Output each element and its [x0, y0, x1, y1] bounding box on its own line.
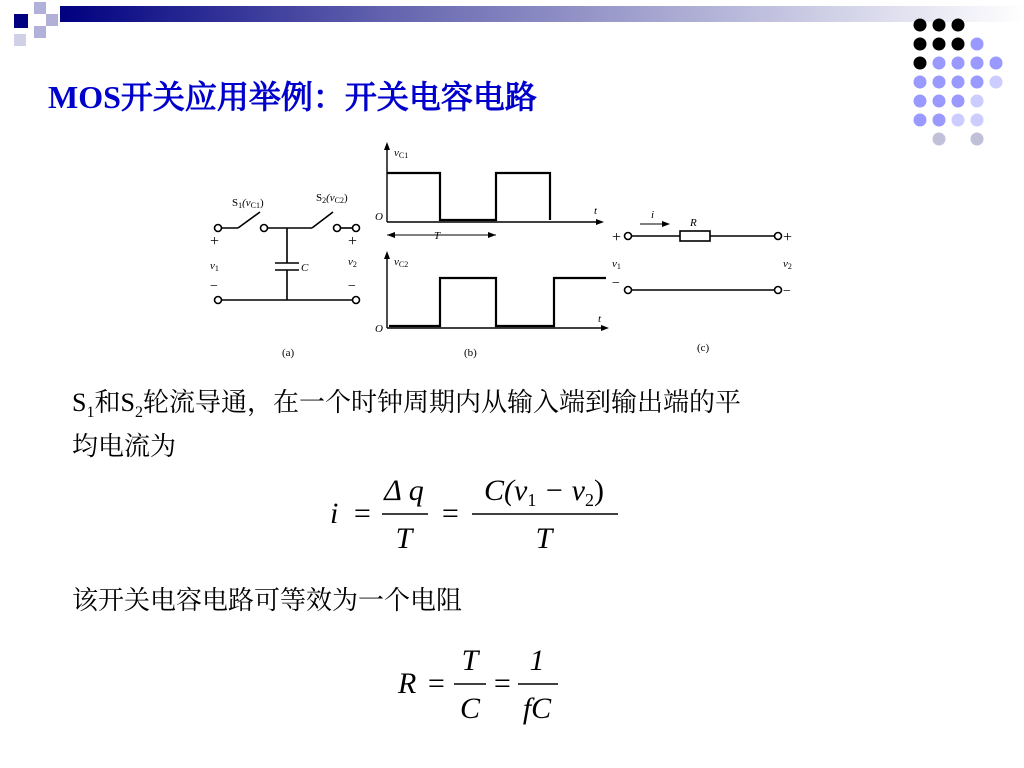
- svg-text:C(v1 − v2): $C(v_1 - v_2)$: [484, 474, 604, 510]
- decor-dot: [933, 57, 946, 70]
- c-minus-right: −: [783, 284, 791, 299]
- equation-equivalent-resistance: [390, 640, 580, 725]
- svg-text:R: R: [398, 667, 417, 700]
- svg-text:=: =: [352, 497, 373, 530]
- svg-text:T: T: [461, 644, 479, 677]
- plus-right: +: [348, 233, 358, 250]
- c-v2-label: v: [783, 258, 788, 270]
- panel-a-labels: [210, 192, 357, 359]
- header-decoration: [0, 0, 1024, 60]
- minus-left: −: [210, 279, 218, 294]
- switched-capacitor-figure: [200, 140, 840, 365]
- decor-dot: [952, 76, 965, 89]
- svg-text:T: T: [395, 522, 413, 555]
- decor-dot: [914, 57, 927, 70]
- decor-dot: [971, 57, 984, 70]
- panel-c-circuit: [625, 224, 782, 294]
- decor-dot: [914, 76, 927, 89]
- decor-dot: [952, 57, 965, 70]
- paragraph-average-current: $S_1$和$S_2$轮流导通，在一个时钟周期内从输入端到输出端的平 均电流为: [72, 388, 741, 462]
- capacitor-label: C: [301, 262, 309, 274]
- vc1-label: v: [394, 147, 399, 159]
- svg-text:T: T: [535, 522, 553, 555]
- decor-dot: [971, 38, 984, 51]
- decor-dot: [914, 38, 927, 51]
- caption-b: (b): [464, 347, 477, 359]
- resistor-label: R: [690, 217, 697, 229]
- vc2-label: v: [394, 256, 399, 268]
- svg-text:v1: v1: [612, 258, 621, 271]
- svg-text:S2(vC2): S2(vC2): [316, 192, 348, 205]
- decor-dot: [933, 38, 946, 51]
- svg-text:=: =: [492, 667, 513, 700]
- svg-text:S1(vC1): S1(vC1): [232, 197, 264, 210]
- slide-title: MOS开关应用举例：开关电容电路: [48, 79, 537, 115]
- svg-text:vC2: vC2: [394, 256, 409, 269]
- decor-dot: [971, 95, 984, 108]
- svg-text:v2: v2: [783, 258, 792, 271]
- caption-a: (a): [282, 347, 295, 359]
- svg-text:Δ q: Δ q: [384, 474, 424, 507]
- decor-dot: [971, 114, 984, 127]
- c-minus-left: −: [612, 276, 620, 291]
- svg-text:fC: fC: [522, 692, 552, 725]
- v1-label: v1: [210, 260, 219, 273]
- dot-grid-decoration: [905, 15, 1015, 175]
- decor-dot: [933, 133, 946, 146]
- plus-left: +: [210, 233, 220, 250]
- panel-a-circuit: [215, 212, 360, 304]
- decor-dot: [952, 19, 965, 32]
- c-v1-label: v: [612, 258, 617, 270]
- current-label: i: [651, 209, 655, 221]
- origin-1: O: [375, 211, 383, 223]
- decor-dot: [933, 114, 946, 127]
- decor-dot: [952, 38, 965, 51]
- svg-text:vC1: vC1: [394, 147, 409, 160]
- origin-2: O: [375, 323, 383, 335]
- decor-dot: [914, 95, 927, 108]
- svg-text:=: =: [440, 497, 461, 530]
- svg-text:i: i: [330, 497, 339, 530]
- decor-dot: [990, 57, 1003, 70]
- s1-label: S: [232, 197, 239, 209]
- svg-text:C: C: [459, 692, 481, 725]
- decor-dot: [933, 19, 946, 32]
- panel-b-waveforms: [384, 142, 609, 331]
- caption-c: (c): [697, 342, 710, 354]
- c-plus-left: +: [612, 229, 622, 246]
- period-label: T: [434, 230, 441, 242]
- v2-label: v2: [348, 256, 357, 269]
- decor-dot: [971, 76, 984, 89]
- equation-average-current: [320, 470, 630, 555]
- decor-dot: [952, 95, 965, 108]
- c-plus-right: +: [783, 229, 793, 246]
- panel-b-labels: [375, 147, 602, 359]
- decor-dot: [933, 95, 946, 108]
- svg-text:=: =: [426, 667, 447, 700]
- decor-dot: [914, 114, 927, 127]
- decor-dot: [952, 114, 965, 127]
- decor-dot: [971, 133, 984, 146]
- paragraph-equivalent-resistor: 该开关电容电路可等效为一个电阻: [72, 586, 463, 615]
- decor-dot: [914, 19, 927, 32]
- t-label-1: t: [594, 205, 598, 217]
- svg-text:1: 1: [529, 644, 545, 677]
- decor-dot: [990, 76, 1003, 89]
- minus-right: −: [348, 279, 356, 294]
- decor-dot: [933, 76, 946, 89]
- t-label-2: t: [598, 313, 602, 325]
- s2-label: S: [316, 192, 323, 204]
